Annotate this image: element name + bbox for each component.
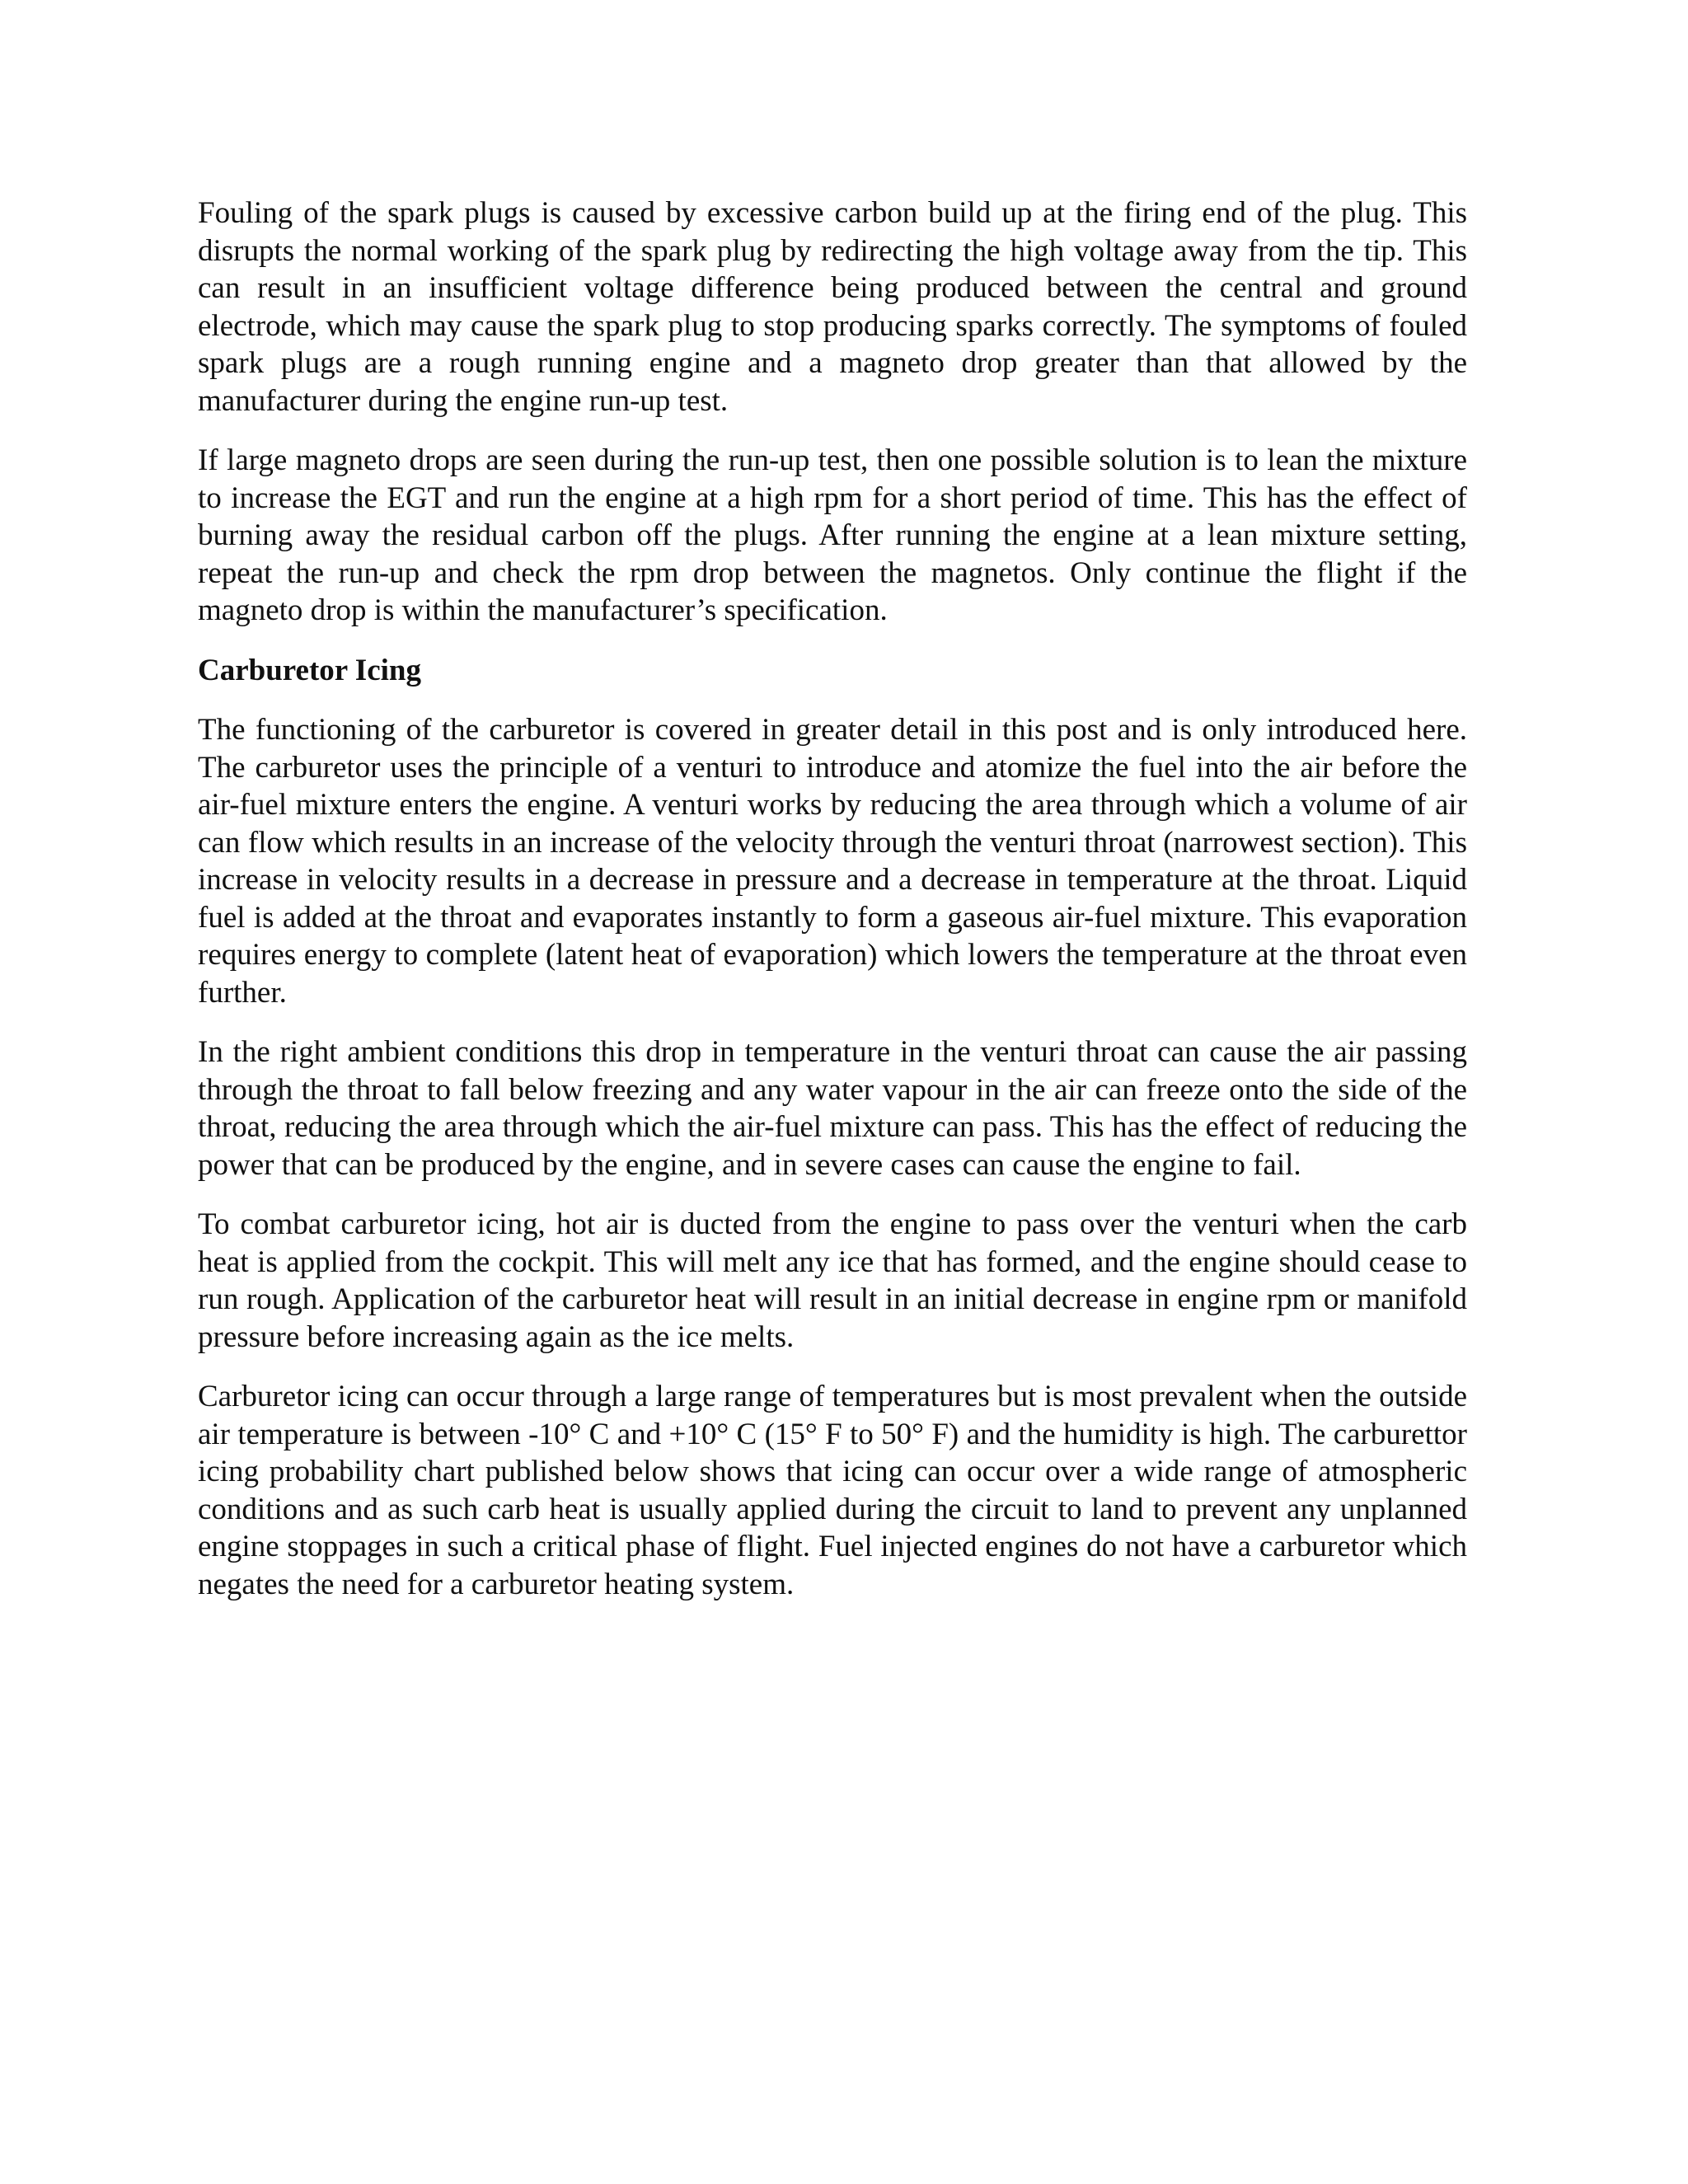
paragraph-venturi-freezing: In the right ambient conditions this drop in temperature in the venturi throat can cause the air passing through the throat to fall below freezing and any water vapour in the air can freeze onto the side of the throat, reducing the area through which the air-fuel mixture can pass. This has the effect of reducing the power that can be produced by the engine, and in severe cases can cause the engine to fail.	[198, 1035, 1467, 1182]
paragraph-magneto-drop-remedy: If large magneto drops are seen during the run-up test, then one possible solution is to lean the mixture to increase the EGT and run the engine at a high rpm for a short period of time. This has the effect of burning away the residual carbon off the plugs. After running the engine at a lean mixture setting, repeat the run-up and check the rpm drop between the magnetos. Only continue the flight if the magneto drop is within the manufacturer’s specification.	[198, 443, 1467, 627]
paragraph-icing-conditions: Carburetor icing can occur through a large range of temperatures but is most prevalent when the outside air temperature is between -10° C and +10° C (15° F to 50° F) and the humidity is high. The carburettor icing probability chart published below shows that icing can occur over a wide range of atmospheric conditions and as such carb heat is usually applied during the circuit to land to prevent any unplanned engine stoppages in such a critical phase of flight. Fuel injected engines do not have a carburetor which negates the need for a carburetor heating system.	[198, 1380, 1467, 1601]
paragraph-carburetor-function: The functioning of the carburetor is covered in greater detail in this post and is only introduced here. The carburetor uses the principle of a venturi to introduce and atomize the fuel into the air before the air-fuel mixture enters the engine. A venturi works by reducing the area through which a volume of air can flow which results in an increase of the velocity through the venturi throat (narrowest section). This increase in velocity results in a decrease in pressure and a decrease in temperature at the throat. Liquid fuel is added at the throat and evaporates instantly to form a gaseous air-fuel mixture. This evaporation requires energy to complete (latent heat of evaporation) which lowers the temperature at the throat even further.	[198, 713, 1467, 1010]
section-heading: Carburetor Icing	[198, 653, 421, 687]
paragraph-spark-plug-fouling: Fouling of the spark plugs is caused by excessive carbon build up at the firing end of the plug. This disrupts the normal working of the spark plug by redirecting the high voltage away from the tip. This can result in an insufficient voltage difference being produced between the central and ground electrode, which may cause the spark plug to stop producing sparks correctly. The symptoms of fouled spark plugs are a rough running engine and a magneto drop greater than that allowed by the manufacturer during the engine run-up test.	[198, 196, 1467, 418]
document-body	[198, 194, 1467, 1625]
paragraph-carb-heat: To combat carburetor icing, hot air is ducted from the engine to pass over the venturi when the carb heat is applied from the cockpit. This will melt any ice that has formed, and the engine should cease to run rough. Application of the carburetor heat will result in an initial decrease in engine rpm or manifold pressure before increasing again as the ice melts.	[198, 1207, 1467, 1354]
